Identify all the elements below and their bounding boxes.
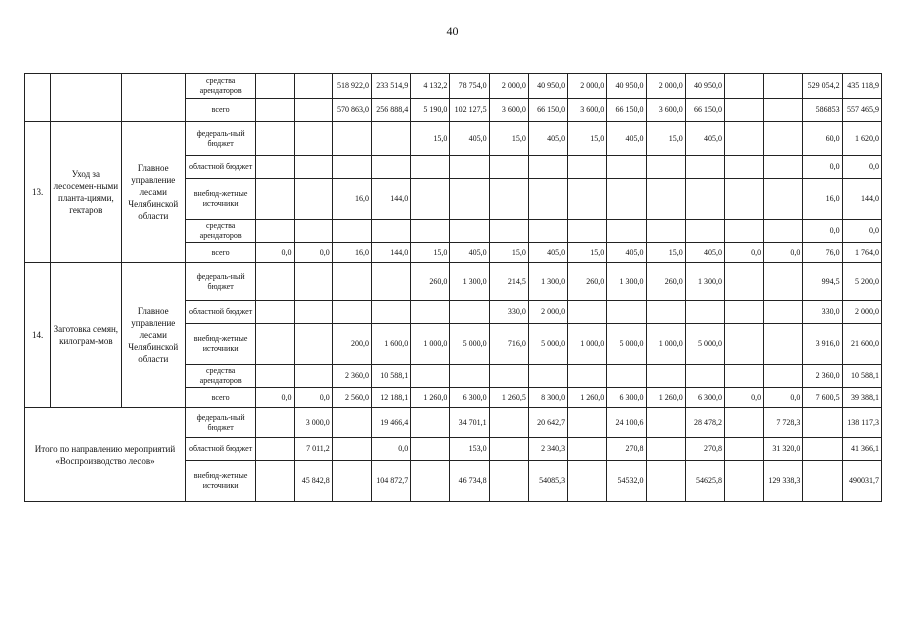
value-cell bbox=[256, 179, 294, 220]
value-cell: 0,0 bbox=[294, 388, 332, 408]
activity-name: Заготовка семян, килограм-мов bbox=[51, 263, 121, 408]
value-cell bbox=[724, 122, 763, 156]
value-cell bbox=[256, 324, 294, 365]
value-cell bbox=[294, 220, 332, 243]
value-cell: 405,0 bbox=[528, 243, 567, 263]
value-cell: 21 600,0 bbox=[842, 324, 881, 365]
value-cell: 16,0 bbox=[803, 179, 842, 220]
value-cell: 0,0 bbox=[724, 388, 763, 408]
value-cell bbox=[450, 179, 489, 220]
value-cell bbox=[256, 461, 294, 502]
value-cell bbox=[411, 220, 450, 243]
responsible-org bbox=[121, 74, 185, 122]
responsible-org: Главное управление лесами Челябинской области bbox=[121, 263, 185, 408]
value-cell bbox=[411, 461, 450, 502]
value-cell bbox=[411, 408, 450, 438]
value-cell: 1 260,0 bbox=[568, 388, 607, 408]
row-number bbox=[25, 74, 51, 122]
value-cell bbox=[568, 365, 607, 388]
value-cell: 1 300,0 bbox=[607, 263, 646, 301]
value-cell bbox=[294, 156, 332, 179]
value-cell: 144,0 bbox=[371, 243, 410, 263]
value-cell: 3 600,0 bbox=[646, 99, 685, 122]
value-cell bbox=[724, 365, 763, 388]
value-cell: 557 465,9 bbox=[842, 99, 881, 122]
value-cell: 40 950,0 bbox=[685, 74, 724, 99]
funding-source: федераль-ный бюджет bbox=[185, 263, 255, 301]
value-cell: 78 754,0 bbox=[450, 74, 489, 99]
value-cell: 1 000,0 bbox=[646, 324, 685, 365]
value-cell: 31 320,0 bbox=[764, 438, 803, 461]
value-cell: 66 150,0 bbox=[528, 99, 567, 122]
value-cell bbox=[764, 122, 803, 156]
value-cell bbox=[607, 220, 646, 243]
value-cell: 28 478,2 bbox=[685, 408, 724, 438]
value-cell bbox=[568, 156, 607, 179]
funding-source: федераль-ный бюджет bbox=[185, 408, 255, 438]
value-cell: 1 000,0 bbox=[568, 324, 607, 365]
value-cell bbox=[646, 156, 685, 179]
value-cell: 4 132,2 bbox=[411, 74, 450, 99]
value-cell bbox=[568, 438, 607, 461]
value-cell bbox=[568, 461, 607, 502]
value-cell bbox=[724, 156, 763, 179]
funding-source: областной бюджет bbox=[185, 301, 255, 324]
value-cell: 1 300,0 bbox=[450, 263, 489, 301]
value-cell: 3 600,0 bbox=[489, 99, 528, 122]
value-cell: 15,0 bbox=[568, 122, 607, 156]
value-cell bbox=[568, 220, 607, 243]
value-cell: 144,0 bbox=[371, 179, 410, 220]
value-cell bbox=[685, 365, 724, 388]
row-number: 14. bbox=[25, 263, 51, 408]
value-cell: 40 950,0 bbox=[607, 74, 646, 99]
responsible-org: Главное управление лесами Челябинской области bbox=[121, 122, 185, 263]
value-cell bbox=[685, 301, 724, 324]
value-cell: 256 888,4 bbox=[371, 99, 410, 122]
value-cell: 2 360,0 bbox=[332, 365, 371, 388]
value-cell: 15,0 bbox=[411, 243, 450, 263]
value-cell bbox=[450, 156, 489, 179]
value-cell bbox=[294, 365, 332, 388]
value-cell: 3 000,0 bbox=[294, 408, 332, 438]
value-cell bbox=[411, 365, 450, 388]
value-cell bbox=[568, 179, 607, 220]
value-cell bbox=[489, 461, 528, 502]
funding-source: внебюд-жетные источники bbox=[185, 324, 255, 365]
value-cell: 2 340,3 bbox=[528, 438, 567, 461]
value-cell bbox=[294, 179, 332, 220]
value-cell: 1 000,0 bbox=[411, 324, 450, 365]
table-row bbox=[25, 408, 882, 438]
value-cell: 260,0 bbox=[411, 263, 450, 301]
table-row bbox=[25, 74, 882, 99]
value-cell: 0,0 bbox=[724, 243, 763, 263]
value-cell: 10 588,1 bbox=[371, 365, 410, 388]
value-cell bbox=[489, 438, 528, 461]
value-cell: 15,0 bbox=[646, 122, 685, 156]
value-cell bbox=[724, 461, 763, 502]
value-cell bbox=[332, 438, 371, 461]
value-cell bbox=[646, 438, 685, 461]
value-cell: 15,0 bbox=[568, 243, 607, 263]
value-cell: 2 360,0 bbox=[803, 365, 842, 388]
value-cell bbox=[489, 365, 528, 388]
funding-source: всего bbox=[185, 99, 255, 122]
value-cell bbox=[607, 156, 646, 179]
value-cell: 8 300,0 bbox=[528, 388, 567, 408]
funding-source: всего bbox=[185, 388, 255, 408]
value-cell bbox=[803, 461, 842, 502]
value-cell: 0,0 bbox=[256, 243, 294, 263]
value-cell bbox=[607, 301, 646, 324]
value-cell: 6 300,0 bbox=[450, 388, 489, 408]
value-cell: 24 100,6 bbox=[607, 408, 646, 438]
value-cell: 3 916,0 bbox=[803, 324, 842, 365]
value-cell bbox=[371, 220, 410, 243]
value-cell: 405,0 bbox=[607, 243, 646, 263]
budget-table bbox=[24, 73, 882, 502]
page-number: 40 bbox=[446, 24, 459, 38]
value-cell bbox=[294, 99, 332, 122]
value-cell: 19 466,4 bbox=[371, 408, 410, 438]
value-cell bbox=[764, 365, 803, 388]
value-cell: 2 000,0 bbox=[528, 301, 567, 324]
value-cell: 5 000,0 bbox=[450, 324, 489, 365]
value-cell: 15,0 bbox=[646, 243, 685, 263]
value-cell bbox=[256, 156, 294, 179]
value-cell bbox=[332, 461, 371, 502]
value-cell: 7 600,5 bbox=[803, 388, 842, 408]
value-cell bbox=[256, 122, 294, 156]
value-cell bbox=[256, 220, 294, 243]
value-cell: 41 366,1 bbox=[842, 438, 881, 461]
value-cell bbox=[371, 122, 410, 156]
value-cell: 7 011,2 bbox=[294, 438, 332, 461]
value-cell: 2 000,0 bbox=[646, 74, 685, 99]
value-cell: 5 200,0 bbox=[842, 263, 881, 301]
value-cell: 435 118,9 bbox=[842, 74, 881, 99]
value-cell: 200,0 bbox=[332, 324, 371, 365]
value-cell: 1 300,0 bbox=[528, 263, 567, 301]
value-cell bbox=[411, 438, 450, 461]
value-cell bbox=[528, 220, 567, 243]
value-cell bbox=[256, 408, 294, 438]
value-cell bbox=[685, 220, 724, 243]
value-cell bbox=[256, 74, 294, 99]
value-cell: 2 000,0 bbox=[489, 74, 528, 99]
value-cell bbox=[371, 156, 410, 179]
value-cell: 1 620,0 bbox=[842, 122, 881, 156]
value-cell: 102 127,5 bbox=[450, 99, 489, 122]
value-cell bbox=[489, 156, 528, 179]
value-cell bbox=[528, 365, 567, 388]
value-cell bbox=[724, 408, 763, 438]
value-cell bbox=[568, 408, 607, 438]
value-cell bbox=[646, 365, 685, 388]
value-cell: 34 701,1 bbox=[450, 408, 489, 438]
value-cell: 6 300,0 bbox=[607, 388, 646, 408]
value-cell bbox=[332, 122, 371, 156]
funding-source: федераль-ный бюджет bbox=[185, 122, 255, 156]
funding-source: средства арендаторов bbox=[185, 365, 255, 388]
value-cell bbox=[332, 156, 371, 179]
funding-source: внебюд-жетные источники bbox=[185, 461, 255, 502]
value-cell bbox=[332, 301, 371, 324]
value-cell: 138 117,3 bbox=[842, 408, 881, 438]
value-cell bbox=[411, 179, 450, 220]
value-cell bbox=[764, 74, 803, 99]
value-cell bbox=[256, 438, 294, 461]
value-cell bbox=[646, 301, 685, 324]
value-cell bbox=[764, 99, 803, 122]
activity-name: Уход за лесосемен-ными планта-циями, гектаров bbox=[51, 122, 121, 263]
value-cell: 10 588,1 bbox=[842, 365, 881, 388]
value-cell: 405,0 bbox=[450, 122, 489, 156]
value-cell bbox=[450, 220, 489, 243]
funding-source: средства арендаторов bbox=[185, 220, 255, 243]
value-cell bbox=[371, 301, 410, 324]
value-cell bbox=[489, 179, 528, 220]
value-cell bbox=[256, 365, 294, 388]
value-cell: 46 734,8 bbox=[450, 461, 489, 502]
value-cell bbox=[294, 122, 332, 156]
value-cell: 214,5 bbox=[489, 263, 528, 301]
value-cell bbox=[685, 156, 724, 179]
value-cell bbox=[764, 324, 803, 365]
value-cell bbox=[411, 301, 450, 324]
value-cell: 15,0 bbox=[489, 243, 528, 263]
value-cell bbox=[764, 220, 803, 243]
value-cell bbox=[256, 263, 294, 301]
value-cell bbox=[764, 179, 803, 220]
value-cell: 54532,0 bbox=[607, 461, 646, 502]
value-cell: 60,0 bbox=[803, 122, 842, 156]
value-cell bbox=[332, 408, 371, 438]
value-cell: 45 842,8 bbox=[294, 461, 332, 502]
value-cell bbox=[646, 461, 685, 502]
value-cell: 0,0 bbox=[842, 220, 881, 243]
value-cell: 66 150,0 bbox=[607, 99, 646, 122]
value-cell: 144,0 bbox=[842, 179, 881, 220]
value-cell bbox=[411, 156, 450, 179]
value-cell bbox=[764, 263, 803, 301]
value-cell: 0,0 bbox=[764, 243, 803, 263]
value-cell: 270,8 bbox=[685, 438, 724, 461]
value-cell bbox=[528, 156, 567, 179]
value-cell: 2 560,0 bbox=[332, 388, 371, 408]
value-cell bbox=[803, 408, 842, 438]
value-cell: 1 260,0 bbox=[646, 388, 685, 408]
value-cell: 586853 bbox=[803, 99, 842, 122]
value-cell: 1 600,0 bbox=[371, 324, 410, 365]
value-cell bbox=[803, 438, 842, 461]
value-cell: 0,0 bbox=[371, 438, 410, 461]
value-cell bbox=[371, 263, 410, 301]
value-cell: 260,0 bbox=[568, 263, 607, 301]
value-cell bbox=[764, 301, 803, 324]
value-cell bbox=[294, 324, 332, 365]
value-cell: 1 260,5 bbox=[489, 388, 528, 408]
value-cell: 39 388,1 bbox=[842, 388, 881, 408]
value-cell: 54625,8 bbox=[685, 461, 724, 502]
value-cell: 5 000,0 bbox=[685, 324, 724, 365]
value-cell: 5 190,0 bbox=[411, 99, 450, 122]
value-cell bbox=[294, 301, 332, 324]
funding-source: средства арендаторов bbox=[185, 74, 255, 99]
value-cell bbox=[646, 408, 685, 438]
value-cell bbox=[450, 365, 489, 388]
value-cell: 405,0 bbox=[450, 243, 489, 263]
value-cell bbox=[607, 179, 646, 220]
value-cell bbox=[724, 220, 763, 243]
value-cell bbox=[332, 220, 371, 243]
table-row bbox=[25, 263, 882, 301]
value-cell: 66 150,0 bbox=[685, 99, 724, 122]
value-cell bbox=[646, 220, 685, 243]
value-cell bbox=[256, 99, 294, 122]
value-cell: 5 000,0 bbox=[528, 324, 567, 365]
value-cell: 20 642,7 bbox=[528, 408, 567, 438]
value-cell bbox=[646, 179, 685, 220]
value-cell: 129 338,3 bbox=[764, 461, 803, 502]
value-cell bbox=[724, 263, 763, 301]
value-cell bbox=[450, 301, 489, 324]
value-cell: 0,0 bbox=[803, 220, 842, 243]
value-cell bbox=[724, 99, 763, 122]
value-cell: 330,0 bbox=[489, 301, 528, 324]
value-cell bbox=[568, 301, 607, 324]
value-cell: 233 514,9 bbox=[371, 74, 410, 99]
value-cell: 529 054,2 bbox=[803, 74, 842, 99]
funding-source: областной бюджет bbox=[185, 156, 255, 179]
value-cell: 1 764,0 bbox=[842, 243, 881, 263]
value-cell bbox=[685, 179, 724, 220]
value-cell bbox=[724, 301, 763, 324]
value-cell: 153,0 bbox=[450, 438, 489, 461]
value-cell: 104 872,7 bbox=[371, 461, 410, 502]
value-cell: 570 863,0 bbox=[332, 99, 371, 122]
value-cell bbox=[528, 179, 567, 220]
value-cell: 5 000,0 bbox=[607, 324, 646, 365]
value-cell: 0,0 bbox=[842, 156, 881, 179]
value-cell: 2 000,0 bbox=[842, 301, 881, 324]
value-cell: 270,8 bbox=[607, 438, 646, 461]
value-cell: 0,0 bbox=[256, 388, 294, 408]
funding-source: всего bbox=[185, 243, 255, 263]
value-cell: 6 300,0 bbox=[685, 388, 724, 408]
activity-name bbox=[51, 74, 121, 122]
value-cell: 490031,7 bbox=[842, 461, 881, 502]
total-label: Итого по направлению мероприятий «Воспроизводство лесов» bbox=[25, 408, 186, 502]
value-cell: 76,0 bbox=[803, 243, 842, 263]
value-cell: 1 300,0 bbox=[685, 263, 724, 301]
value-cell: 994,5 bbox=[803, 263, 842, 301]
table-row bbox=[25, 122, 882, 156]
value-cell: 16,0 bbox=[332, 179, 371, 220]
funding-source: внебюд-жетные источники bbox=[185, 179, 255, 220]
value-cell bbox=[724, 438, 763, 461]
value-cell bbox=[724, 179, 763, 220]
row-number: 13. bbox=[25, 122, 51, 263]
value-cell: 716,0 bbox=[489, 324, 528, 365]
value-cell: 1 260,0 bbox=[411, 388, 450, 408]
value-cell bbox=[489, 408, 528, 438]
value-cell: 7 728,3 bbox=[764, 408, 803, 438]
value-cell: 16,0 bbox=[332, 243, 371, 263]
value-cell: 0,0 bbox=[803, 156, 842, 179]
value-cell: 518 922,0 bbox=[332, 74, 371, 99]
value-cell: 54085,3 bbox=[528, 461, 567, 502]
value-cell: 260,0 bbox=[646, 263, 685, 301]
value-cell: 15,0 bbox=[489, 122, 528, 156]
value-cell: 405,0 bbox=[528, 122, 567, 156]
value-cell: 2 000,0 bbox=[568, 74, 607, 99]
value-cell bbox=[256, 301, 294, 324]
value-cell bbox=[724, 324, 763, 365]
value-cell bbox=[607, 365, 646, 388]
value-cell: 405,0 bbox=[607, 122, 646, 156]
value-cell bbox=[489, 220, 528, 243]
value-cell: 0,0 bbox=[764, 388, 803, 408]
value-cell: 15,0 bbox=[411, 122, 450, 156]
value-cell: 330,0 bbox=[803, 301, 842, 324]
value-cell: 405,0 bbox=[685, 122, 724, 156]
value-cell: 3 600,0 bbox=[568, 99, 607, 122]
value-cell bbox=[332, 263, 371, 301]
value-cell: 40 950,0 bbox=[528, 74, 567, 99]
value-cell: 12 188,1 bbox=[371, 388, 410, 408]
value-cell: 405,0 bbox=[685, 243, 724, 263]
value-cell: 0,0 bbox=[294, 243, 332, 263]
value-cell bbox=[724, 74, 763, 99]
value-cell bbox=[764, 156, 803, 179]
value-cell bbox=[294, 263, 332, 301]
funding-source: областной бюджет bbox=[185, 438, 255, 461]
value-cell bbox=[294, 74, 332, 99]
